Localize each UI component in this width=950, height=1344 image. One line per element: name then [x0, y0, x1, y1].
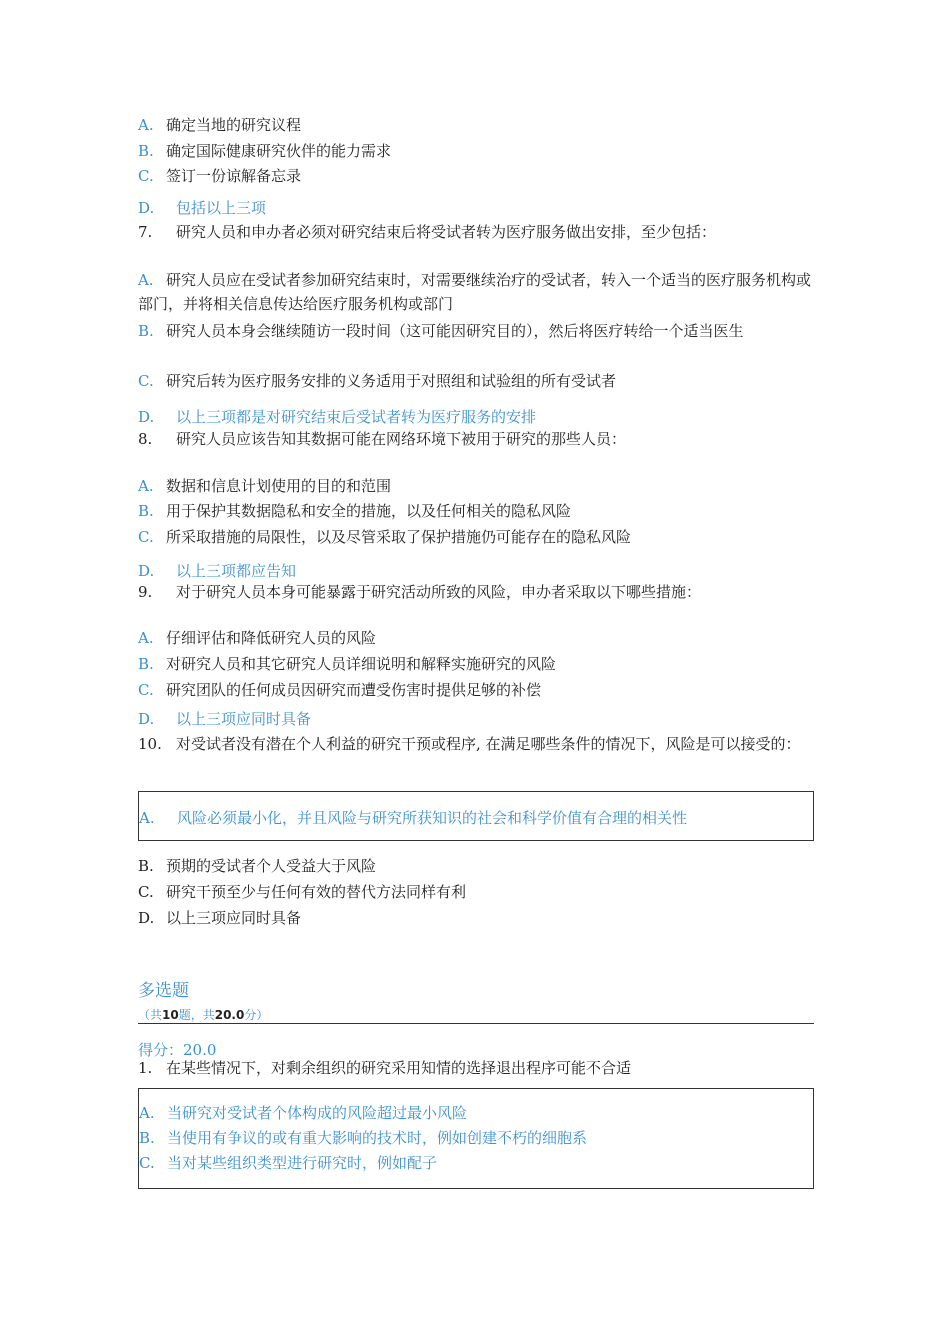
- question-text: 研究人员应该告知其数据可能在网络环境下被用于研究的那些人员：: [176, 430, 627, 448]
- q8-option-d[interactable]: [138, 561, 296, 581]
- option-letter: A.: [138, 477, 154, 495]
- q6-option-c[interactable]: [138, 166, 301, 186]
- option-text: 数据和信息计划使用的目的和范围: [166, 477, 392, 495]
- option-text: 确定当地的研究议程: [166, 116, 302, 134]
- option-text: 研究人员本身会继续随访一段时间（这可能因研究目的），然后将医疗转给一个适当医生: [166, 322, 744, 340]
- q6-option-a[interactable]: [138, 115, 301, 135]
- m1-stem: [138, 1058, 631, 1078]
- question-text: 对于研究人员本身可能暴露于研究活动所致的风险，申办者采取以下哪些措施：: [176, 583, 702, 601]
- option-letter: A.: [139, 1104, 155, 1122]
- section-score: 得分：20.0: [138, 1041, 217, 1059]
- q7-stem: [138, 222, 716, 242]
- option-letter: B.: [139, 1129, 155, 1147]
- q9-option-a[interactable]: [138, 628, 376, 648]
- q9-option-b[interactable]: [138, 654, 556, 674]
- q8-option-a[interactable]: [138, 476, 391, 496]
- question-number: 10.: [138, 735, 162, 753]
- option-letter: C.: [138, 372, 154, 390]
- option-letter: B.: [138, 857, 154, 875]
- q9-option-c[interactable]: [138, 680, 541, 700]
- q7-option-d[interactable]: [138, 407, 536, 427]
- section-divider: [138, 1023, 814, 1024]
- q7-option-a[interactable]: [138, 268, 814, 316]
- option-letter: C.: [138, 681, 154, 699]
- option-text: 以上三项应同时具备: [166, 909, 302, 927]
- q7-option-b[interactable]: [138, 319, 814, 343]
- option-letter: B.: [138, 655, 154, 673]
- section-title: 多选题: [138, 981, 189, 1001]
- option-letter: C.: [138, 883, 154, 901]
- option-text: 签订一份谅解备忘录: [166, 167, 302, 185]
- question-number: 1.: [138, 1059, 153, 1077]
- q10-option-d[interactable]: [138, 908, 301, 928]
- option-text: 所采取措施的局限性，以及尽管采取了保护措施仍可能存在的隐私风险: [166, 528, 632, 546]
- section-sub-prefix: （共: [138, 1008, 163, 1022]
- option-text: 以上三项都应告知: [176, 562, 297, 580]
- m1-option-c[interactable]: [139, 1153, 437, 1173]
- q10-stem: [138, 732, 814, 756]
- option-letter: B.: [138, 502, 154, 520]
- option-letter: D.: [138, 408, 155, 426]
- option-text: 预期的受试者个人受益大于风险: [166, 857, 377, 875]
- q6-option-d[interactable]: [138, 198, 266, 218]
- option-text: 以上三项应同时具备: [176, 710, 312, 728]
- total-points: 20.0: [214, 1008, 245, 1022]
- option-text: 风险必须最小化，并且风险与研究所获知识的社会和科学价值有合理的相关性: [177, 809, 688, 827]
- question-text: 研究人员和申办者必须对研究结束后将受试者转为医疗服务做出安排，至少包括：: [176, 223, 717, 241]
- option-letter: B.: [138, 142, 154, 160]
- option-letter: A.: [138, 116, 154, 134]
- option-text: 对研究人员和其它研究人员详细说明和解释实施研究的风险: [166, 655, 557, 673]
- question-number: 8.: [138, 430, 153, 448]
- option-text: 仔细评估和降低研究人员的风险: [166, 629, 377, 647]
- question-text: 在某些情况下，对剩余组织的研究采用知情的选择退出程序可能不合适: [166, 1059, 632, 1077]
- m1-option-a[interactable]: [139, 1103, 467, 1123]
- q8-stem: [138, 429, 626, 449]
- option-letter: D.: [138, 562, 155, 580]
- q10-option-b[interactable]: [138, 856, 376, 876]
- option-text: 以上三项都是对研究结束后受试者转为医疗服务的安排: [176, 408, 537, 426]
- question-count: 10: [162, 1008, 179, 1022]
- m1-option-b[interactable]: [139, 1128, 587, 1148]
- option-text: 当使用有争议的或有重大影响的技术时，例如创建不朽的细胞系: [167, 1129, 588, 1147]
- option-text: 当研究对受试者个体构成的风险超过最小风险: [167, 1104, 468, 1122]
- option-text: 确定国际健康研究伙伴的能力需求: [166, 142, 392, 160]
- question-number: 7.: [138, 223, 153, 241]
- option-letter: C.: [139, 1154, 155, 1172]
- option-letter: A.: [139, 809, 155, 827]
- section-subtitle: [138, 1006, 268, 1023]
- option-text: 用于保护其数据隐私和安全的措施，以及任何相关的隐私风险: [166, 502, 572, 520]
- option-letter: A.: [138, 629, 154, 647]
- option-letter: A.: [138, 271, 154, 289]
- q8-option-c[interactable]: [138, 527, 631, 547]
- option-letter: B.: [138, 322, 154, 340]
- option-text: 研究干预至少与任何有效的替代方法同样有利: [166, 883, 467, 901]
- option-letter: C.: [138, 528, 154, 546]
- q6-option-b[interactable]: [138, 141, 391, 161]
- option-letter: D.: [138, 710, 155, 728]
- question-number: 9.: [138, 583, 153, 601]
- section-sub-suffix: 分）: [244, 1008, 269, 1022]
- option-text: 研究团队的任何成员因研究而遭受伤害时提供足够的补偿: [166, 681, 542, 699]
- q10-option-c[interactable]: [138, 882, 466, 902]
- q9-option-d[interactable]: [138, 709, 311, 729]
- option-text: 研究人员应在受试者参加研究结束时，对需要继续治疗的受试者，转入一个适当的医疗服务机构或部门，并将相关信息传达给医疗服务机构或部门: [138, 271, 812, 313]
- q9-stem: [138, 582, 701, 602]
- option-text: 研究后转为医疗服务安排的义务适用于对照组和试验组的所有受试者: [166, 372, 617, 390]
- option-text: 包括以上三项: [176, 199, 267, 217]
- option-letter: D.: [138, 199, 155, 217]
- option-letter: D.: [138, 909, 155, 927]
- option-letter: C.: [138, 167, 154, 185]
- section-sub-mid: 题，共: [178, 1008, 215, 1022]
- q8-option-b[interactable]: [138, 501, 571, 521]
- q10-option-a[interactable]: [139, 808, 687, 828]
- option-text: 当对某些组织类型进行研究时，例如配子: [167, 1154, 438, 1172]
- q7-option-c[interactable]: [138, 371, 616, 391]
- question-text: 对受试者没有潜在个人利益的研究干预或程序, 在满足哪些条件的情况下，风险是可以接受的：: [176, 735, 801, 753]
